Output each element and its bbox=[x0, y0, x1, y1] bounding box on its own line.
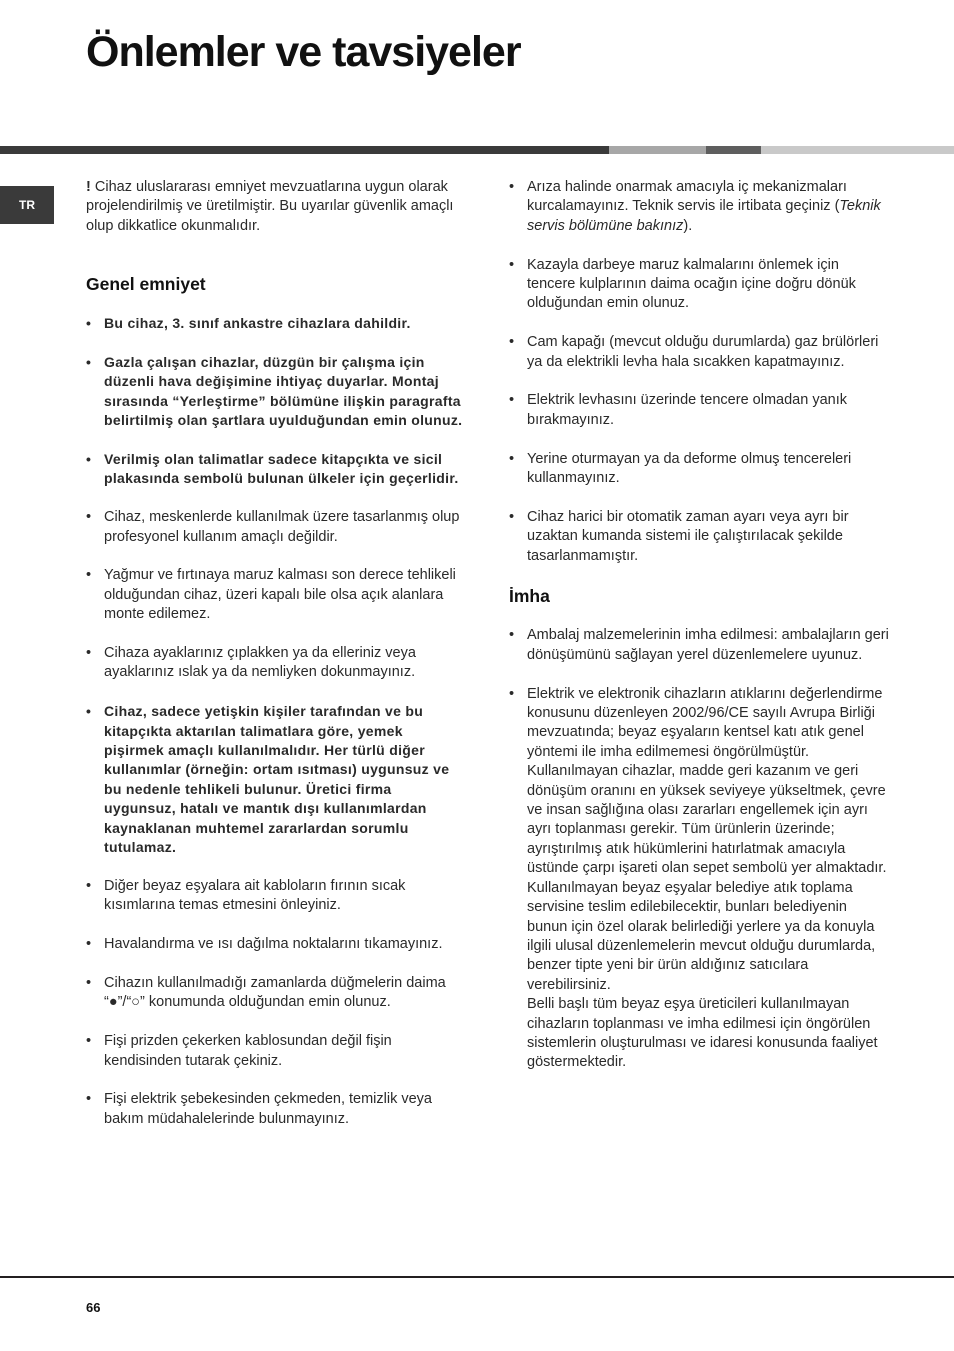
repair-reference: Teknik servis bölümüne bakınız bbox=[527, 198, 881, 234]
header-rule-mid bbox=[706, 146, 761, 154]
section-heading-general-safety: Genel emniyet bbox=[86, 274, 206, 295]
list-item-weee bbox=[509, 685, 889, 1073]
list-item: • Fişi elektrik şebekesinden çekmeden, temizlik veya bakım müdahalelerinde bulunmayınız. bbox=[86, 1090, 466, 1129]
header-rule-light bbox=[609, 146, 706, 154]
list-item: • Gazla çalışan cihazlar, düzgün bir çalışma için düzenli hava değişimine ihtiyaç duyarlar. Montaj sırasında “Yerleştirme” bölümüne ilişkin paragrafta belirtilmiş olan şartlara uyulduğundan emin olunuz. bbox=[86, 353, 466, 431]
right-column bbox=[509, 178, 889, 1092]
disposal-list bbox=[509, 626, 889, 1072]
weee-paragraph: Kullanılmayan beyaz eşyalar belediye atık toplama servisine teslim edilebilecektir, bunları belediyenin bunun için özel olarak belirlediği yerlere ya da konuyla ilgili ulusal düzenlemelerin mevcut olduğu durumlarda, benzer tipte yeni bir ürün aldığınız satıcılara verebilirsiniz. bbox=[527, 879, 876, 993]
list-item: • Diğer beyaz eşyalara ait kabloların fırının sıcak kısımlarına temas etmesini önleyiniz. bbox=[86, 877, 466, 916]
list-item: • Elektrik levhasını üzerinde tencere olmadan yanık bırakmayınız. bbox=[509, 391, 889, 430]
list-item: • Bu cihaz, 3. sınıf ankastre cihazlara dahildir. bbox=[86, 314, 466, 333]
page-number: 66 bbox=[86, 1300, 101, 1315]
list-item: • Cihaza ayaklarınız çıplakken ya da elleriniz veya ayaklarınız ıslak ya da nemliyken dokunmayınız. bbox=[86, 644, 466, 683]
list-item: • Yağmur ve fırtınaya maruz kalması son derece tehlikeli olduğundan cihaz, üzeri kapalı bile olsa açık alanlara monte edilemez. bbox=[86, 566, 466, 624]
list-item: • Kazayla darbeye maruz kalmalarını önlemek için tencere kulplarının daima ocağın içine doğru dönük olduğundan emin olunuz. bbox=[509, 256, 889, 314]
list-item-repair bbox=[509, 178, 889, 236]
warning-mark: ! bbox=[86, 179, 91, 195]
intro-text: Cihaz uluslararası emniyet mevzuatlarına uygun olarak projelendirilmiş ve üretilmiştir. Bu uyarılar güvenlik amaçlı olup dikkatlice okunmalıdır. bbox=[86, 179, 454, 234]
section-heading-disposal: İmha bbox=[509, 586, 550, 607]
footer-rule bbox=[0, 1276, 954, 1278]
list-item: • Fişi prizden çekerken kablosundan değil fişin kendisinden tutarak çekiniz. bbox=[86, 1032, 466, 1071]
general-safety-list bbox=[86, 314, 466, 1129]
repair-text: Arıza halinde onarmak amacıyla iç mekanizmaları kurcalamayınız. Teknik servis ile irtibata geçiniz ( bbox=[527, 179, 847, 215]
page-title: Önlemler ve tavsiyeler bbox=[86, 28, 521, 76]
left-column bbox=[86, 178, 466, 1149]
weee-paragraph: Belli başlı tüm beyaz eşya üreticileri kullanılmayan cihazların toplanması ve imha edilmesi için öngörülen sistemlerin oluşturulması ve idaresi konusunda faaliyet göstermektedir. bbox=[527, 996, 878, 1071]
list-item: • Cihaz, sadece yetişkin kişiler tarafından ve bu kitapçıkta aktarılan talimatlara göre, yemek pişirmek amaçlı kullanılmalıdır. Her türlü diğer kullanımlar (örneğin: ortam ısıtması) uygunsuz ve bu nedenle tehlikeli bulunur. Üretici firma uygunsuz, hatalı ve mantık dışı kullanımlardan kaynaklanan muhtemel zararlardan sorumlu tutulamaz. bbox=[86, 702, 466, 857]
weee-paragraph: • Elektrik ve elektronik cihazların atıklarını değerlendirme konusunu düzenleyen 2002/96/CE sayılı Avrupa Birliği mevzuatında; beyaz eşyaların kentsel katı atık genel yöntemi ile imha edilmemesi öngörülmüştür. Kullanılmayan cihazlar, madde geri kazanım ve geri dönüşüm oranını en yüksek seviyeye yükseltmek, çevre ve insan sağlığına olası zararları engellemek için ayrı ayrı toplanması gerekir. Tüm ürünlerin üzerinde; ayrıştırılmış atık hükümlerini hatırlatmak amacıyla üstünde çarpı işareti olan sepet sembolü yer almaktadır. bbox=[527, 685, 887, 877]
precautions-list bbox=[509, 178, 889, 566]
list-item: • Havalandırma ve ısı dağılma noktalarını tıkamayınız. bbox=[86, 935, 466, 954]
list-item: • Yerine oturmayan ya da deforme olmuş tencereleri kullanmayınız. bbox=[509, 450, 889, 489]
list-item: • Cam kapağı (mevcut olduğu durumlarda) gaz brülörleri ya da elektrikli levha hala sıcakken kapatmayınız. bbox=[509, 333, 889, 372]
list-item: • Cihazın kullanılmadığı zamanlarda düğmelerin daima “●”/“○” konumunda olduğundan emin olunuz. bbox=[86, 974, 466, 1013]
language-tab: TR bbox=[0, 186, 54, 224]
header-rule-pale bbox=[761, 146, 954, 154]
list-item: • Ambalaj malzemelerinin imha edilmesi: ambalajların geri dönüşümünü sağlayan yerel düzenlemelere uyunuz. bbox=[509, 626, 889, 665]
list-item: • Cihaz harici bir otomatik zaman ayarı veya ayrı bir uzaktan kumanda sistemi ile çalıştırılacak şekilde tasarlanmamıştır. bbox=[509, 508, 889, 566]
list-item: • Cihaz, meskenlerde kullanılmak üzere tasarlanmış olup profesyonel kullanım amaçlı değildir. bbox=[86, 508, 466, 547]
list-item: • Verilmiş olan talimatlar sadece kitapçıkta ve sicil plakasında sembolü bulunan ülkeler için geçerlidir. bbox=[86, 450, 466, 489]
header-rule-dark bbox=[0, 146, 609, 154]
intro-paragraph bbox=[86, 178, 466, 236]
repair-text-end: ). bbox=[683, 217, 693, 234]
